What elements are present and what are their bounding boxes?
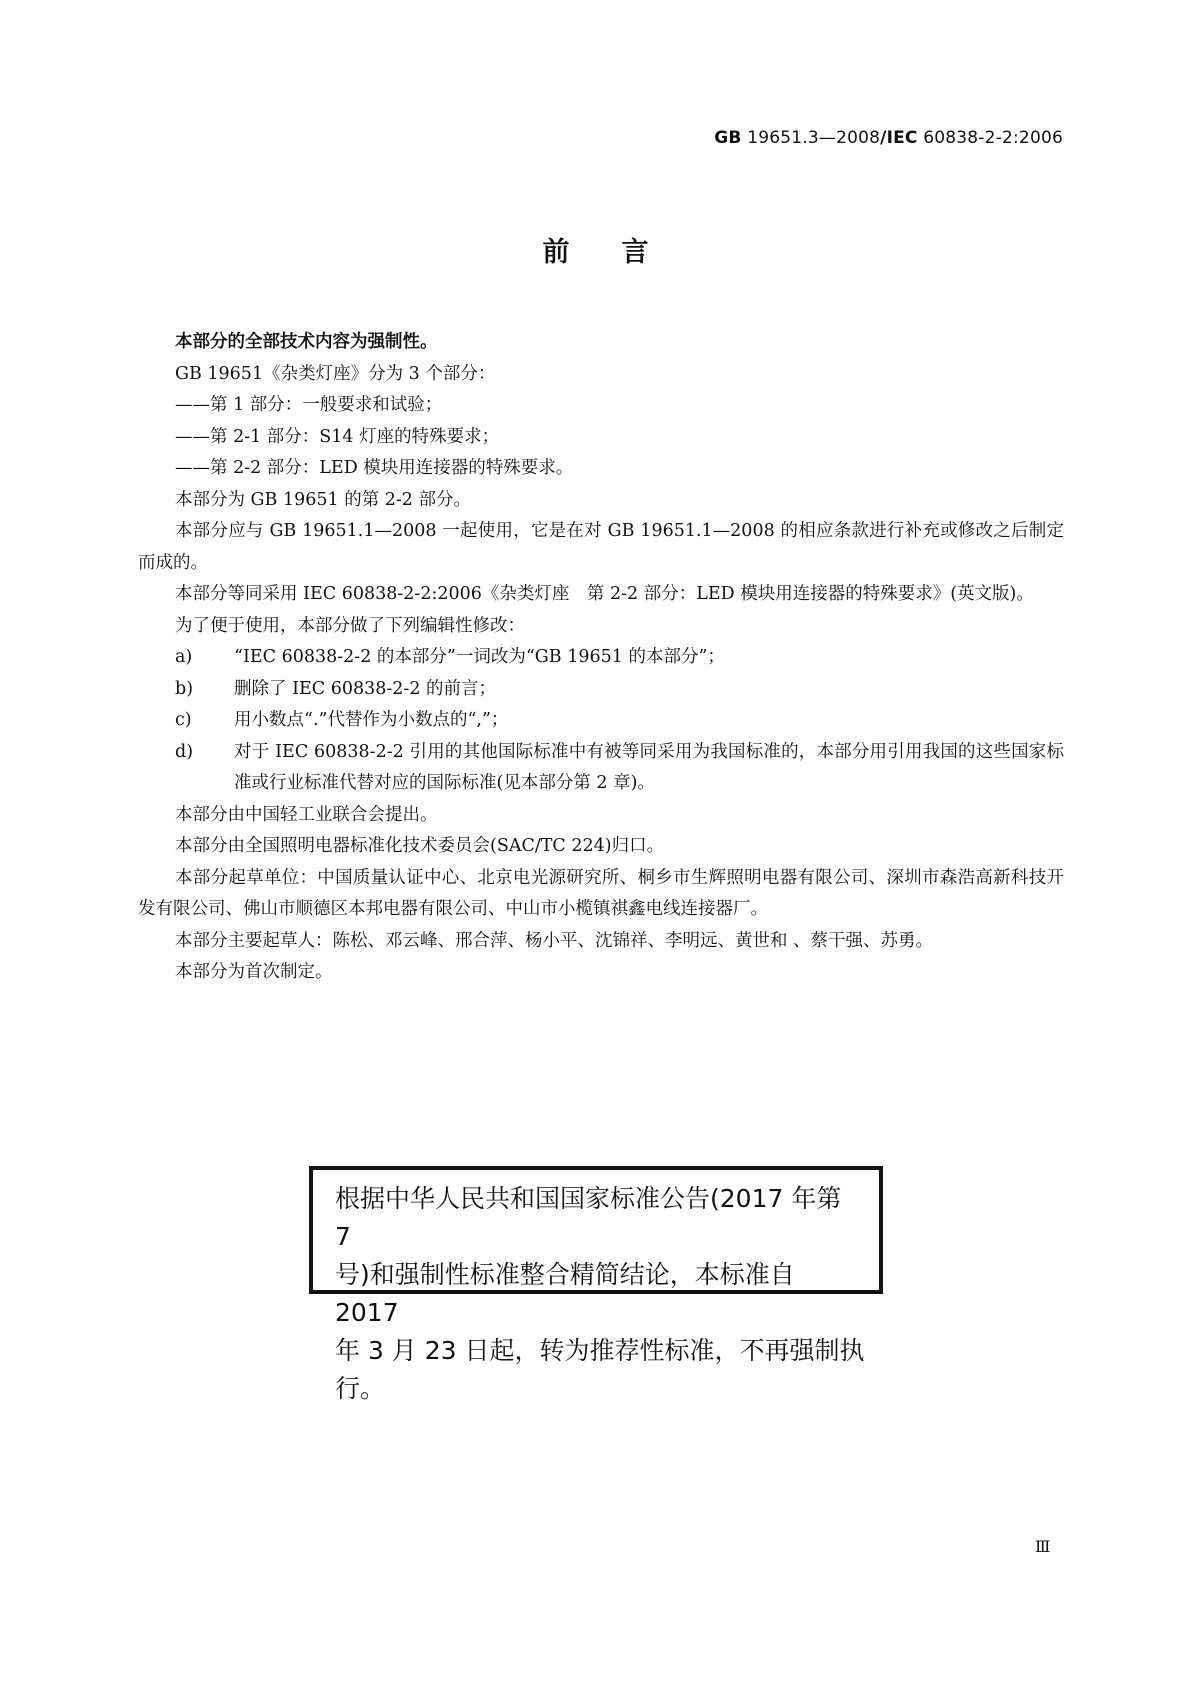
edit-list-item [138, 674, 1064, 706]
paragraph: 本部分为首次制定。 [175, 962, 333, 982]
foreword-body [138, 327, 1064, 989]
paragraph: 本部分起草单位：中国质量认证中心、北京电光源研究所、桐乡市生辉照明电器有限公司、深圳市森浩高新科技开发有限公司、佛山市顺德区本邦电器有限公司、中山市小榄镇祺鑫电线连接器厂。 [138, 867, 1064, 919]
part-list-item: ——第 2-1 部分：S14 灯座的特殊要求； [175, 426, 500, 447]
paragraph: 本部分由中国轻工业联合会提出。 [175, 804, 438, 825]
paragraph: 本部分为 GB 19651 的第 2-2 部分。 [175, 489, 472, 510]
paragraph: 为了便于使用，本部分做了下列编辑性修改： [175, 615, 525, 636]
list-item-text: 用小数点“.”代替作为小数点的“,”； [234, 710, 509, 730]
standard-number-header [714, 128, 1063, 148]
paragraph: 本部分主要起草人：陈松、邓云峰、邢合萍、杨小平、沈锦祥、李明远、黄世和 、蔡干强、苏勇。 [175, 930, 934, 951]
notice-line: 号)和强制性标准整合精简结论，本标准自 2017 [335, 1260, 795, 1327]
list-item-text: 删除了 IEC 60838-2-2 的前言； [234, 678, 497, 699]
page-number: Ⅲ [1035, 1537, 1051, 1556]
list-item-text: 对于 IEC 60838-2-2 引用的其他国际标准中有被等同采用为我国标准的，本部分用引用我国的这些国家标准或行业标准代替对应的国际标准(见本部分第 2 章)。 [234, 741, 1064, 793]
list-item-text: “IEC 60838-2-2 的本部分”一词改为“GB 19651 的本部分”； [234, 647, 725, 667]
gb-prefix: GB [714, 128, 742, 148]
mandatory-statement: 本部分的全部技术内容为强制性。 [175, 332, 438, 352]
part-list-item: ——第 1 部分：一般要求和试验； [175, 395, 443, 415]
edit-list-item [138, 705, 1064, 737]
iec-prefix: /IEC [880, 128, 918, 148]
part-list-item: ——第 2-2 部分：LED 模块用连接器的特殊要求。 [175, 458, 574, 478]
paragraph: 本部分由全国照明电器标准化技术委员会(SAC/TC 224)归口。 [175, 836, 665, 856]
paragraph: 本部分等同采用 IEC 60838-2-2:2006《杂类灯座 第 2-2 部分：LED 模块用连接器的特殊要求》(英文版)。 [175, 584, 1034, 604]
edit-list-item [138, 737, 1064, 800]
page-title: 前言 [542, 237, 701, 268]
notice-line: 根据中华人民共和国国家标准公告(2017 年第 7 [335, 1184, 842, 1251]
list-marker: b) [175, 678, 194, 699]
list-marker: d) [175, 741, 194, 762]
list-marker: a) [175, 647, 193, 667]
paragraph: GB 19651《杂类灯座》分为 3 个部分： [175, 363, 496, 384]
iec-number: 60838-2-2:2006 [923, 128, 1063, 148]
paragraph: 本部分应与 GB 19651.1—2008 一起使用，它是在对 GB 19651.1—2008 的相应条款进行补充或修改之后制定而成的。 [138, 521, 1064, 573]
edit-list-item [138, 642, 1064, 674]
notice-box [309, 1166, 883, 1403]
list-marker: c) [175, 710, 192, 730]
notice-line: 年 3 月 23 日起，转为推荐性标准，不再强制执行。 [335, 1336, 865, 1403]
gb-number: 19651.3—2008 [747, 128, 881, 148]
